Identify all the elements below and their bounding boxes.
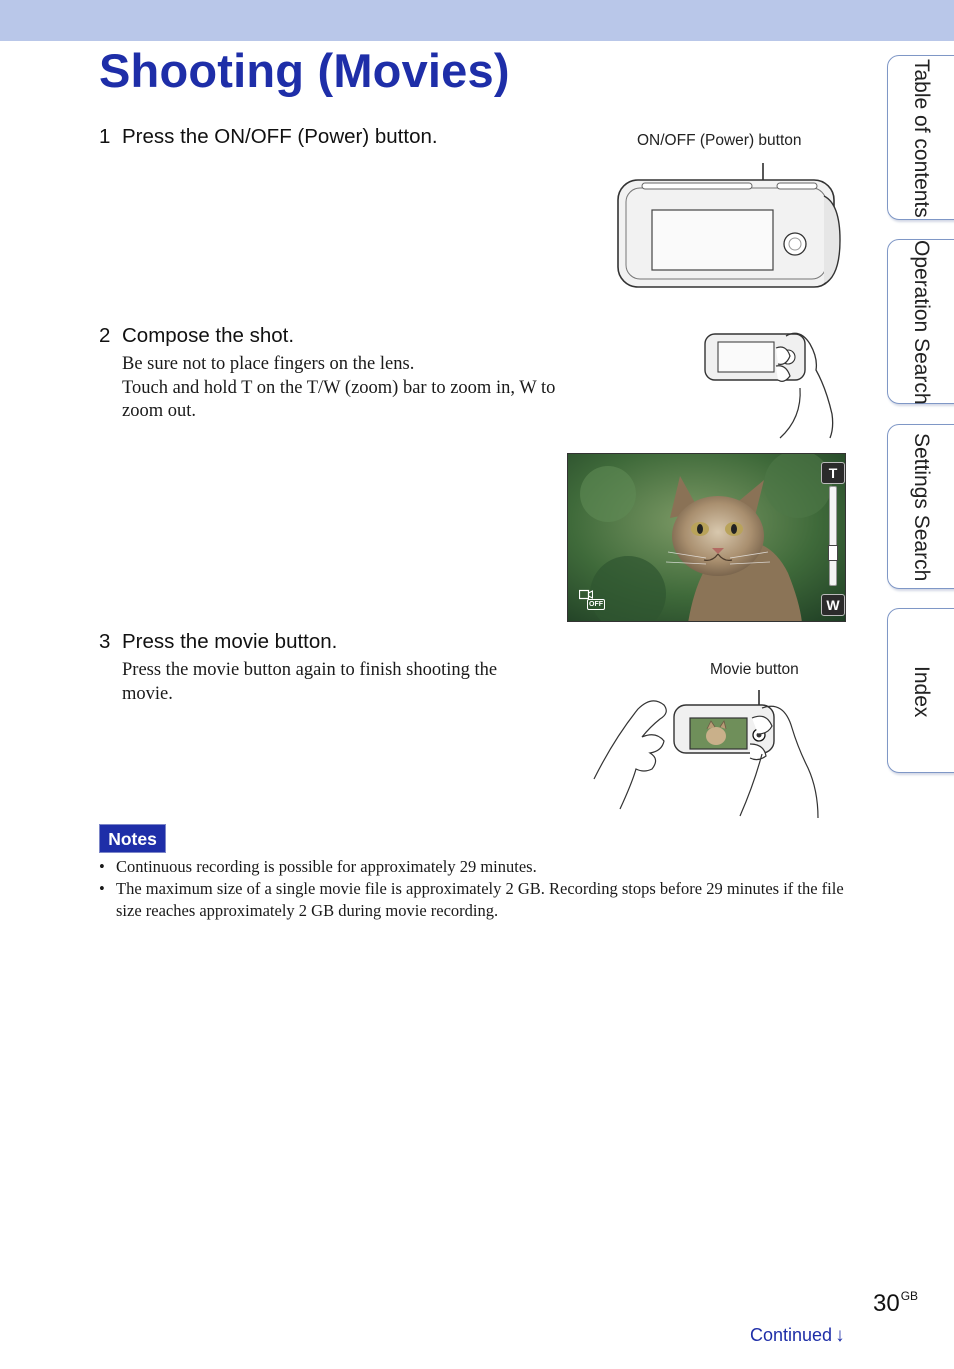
two-hands-holding-camera-illustration bbox=[592, 684, 820, 820]
tab-label: Operation Search bbox=[910, 240, 933, 405]
step-number: 3 bbox=[99, 630, 111, 653]
notes-item: • The maximum size of a single movie file is approximately 2 GB. Recording stops before 29 minutes if the file size reaches approximately 2 GB during movie recording. bbox=[99, 878, 844, 922]
camera-power-button-illustration bbox=[612, 158, 844, 293]
tab-table-of-contents[interactable] bbox=[887, 55, 954, 220]
tab-operation-search[interactable] bbox=[887, 239, 954, 404]
zoom-bar[interactable] bbox=[829, 486, 837, 586]
mode-off-label: OFF bbox=[589, 601, 603, 608]
zoom-tele-button[interactable]: T bbox=[821, 462, 845, 484]
page-number-suffix: GB bbox=[900, 1289, 919, 1303]
step-3-title bbox=[99, 629, 337, 655]
cat-photo bbox=[568, 454, 846, 622]
tab-label: Index bbox=[910, 665, 933, 718]
tab-label: Table of contents bbox=[910, 59, 933, 218]
page-number-value: 30 bbox=[873, 1290, 900, 1317]
step-2-text: Touch and hold T on the T/W (zoom) bar to zoom in, W to zoom out. bbox=[122, 377, 556, 421]
header-band bbox=[0, 0, 954, 41]
tab-settings-search[interactable] bbox=[887, 424, 954, 589]
continued-link[interactable] bbox=[750, 1325, 845, 1347]
movie-button-callout: Movie button bbox=[710, 661, 799, 678]
tab-label: Settings Search bbox=[910, 433, 933, 582]
camera-screen-preview bbox=[567, 453, 846, 622]
step-number: 2 bbox=[99, 324, 111, 347]
step-text: Press the movie button. bbox=[122, 630, 338, 653]
step-text: Press the ON/OFF (Power) button. bbox=[122, 125, 438, 148]
step-2-text: Be sure not to place fingers on the lens. bbox=[122, 354, 415, 374]
notes-label: Notes bbox=[99, 824, 166, 853]
step-3-description bbox=[122, 659, 532, 706]
notes-list bbox=[99, 856, 844, 922]
step-1-title bbox=[99, 124, 438, 150]
step-number: 1 bbox=[99, 125, 111, 148]
zoom-wide-button[interactable]: W bbox=[821, 594, 845, 616]
power-button-callout: ON/OFF (Power) button bbox=[637, 132, 802, 149]
step-2-description bbox=[122, 353, 562, 424]
movie-mode-icon bbox=[577, 588, 607, 610]
page-number bbox=[873, 1289, 918, 1318]
zoom-slider-handle[interactable] bbox=[828, 545, 838, 561]
hand-holding-camera-illustration bbox=[700, 328, 840, 440]
tab-index[interactable] bbox=[887, 608, 954, 773]
step-3-text: Press the movie button again to finish shooting the movie. bbox=[122, 660, 498, 704]
notes-item: • Continuous recording is possible for approximately 29 minutes. bbox=[99, 856, 844, 878]
step-text: Compose the shot. bbox=[122, 324, 295, 347]
page-title: Shooting (Movies) bbox=[99, 44, 510, 97]
continued-label: Continued bbox=[750, 1325, 833, 1345]
step-2-title bbox=[99, 323, 294, 349]
down-arrow-icon: ↓ bbox=[835, 1325, 845, 1346]
